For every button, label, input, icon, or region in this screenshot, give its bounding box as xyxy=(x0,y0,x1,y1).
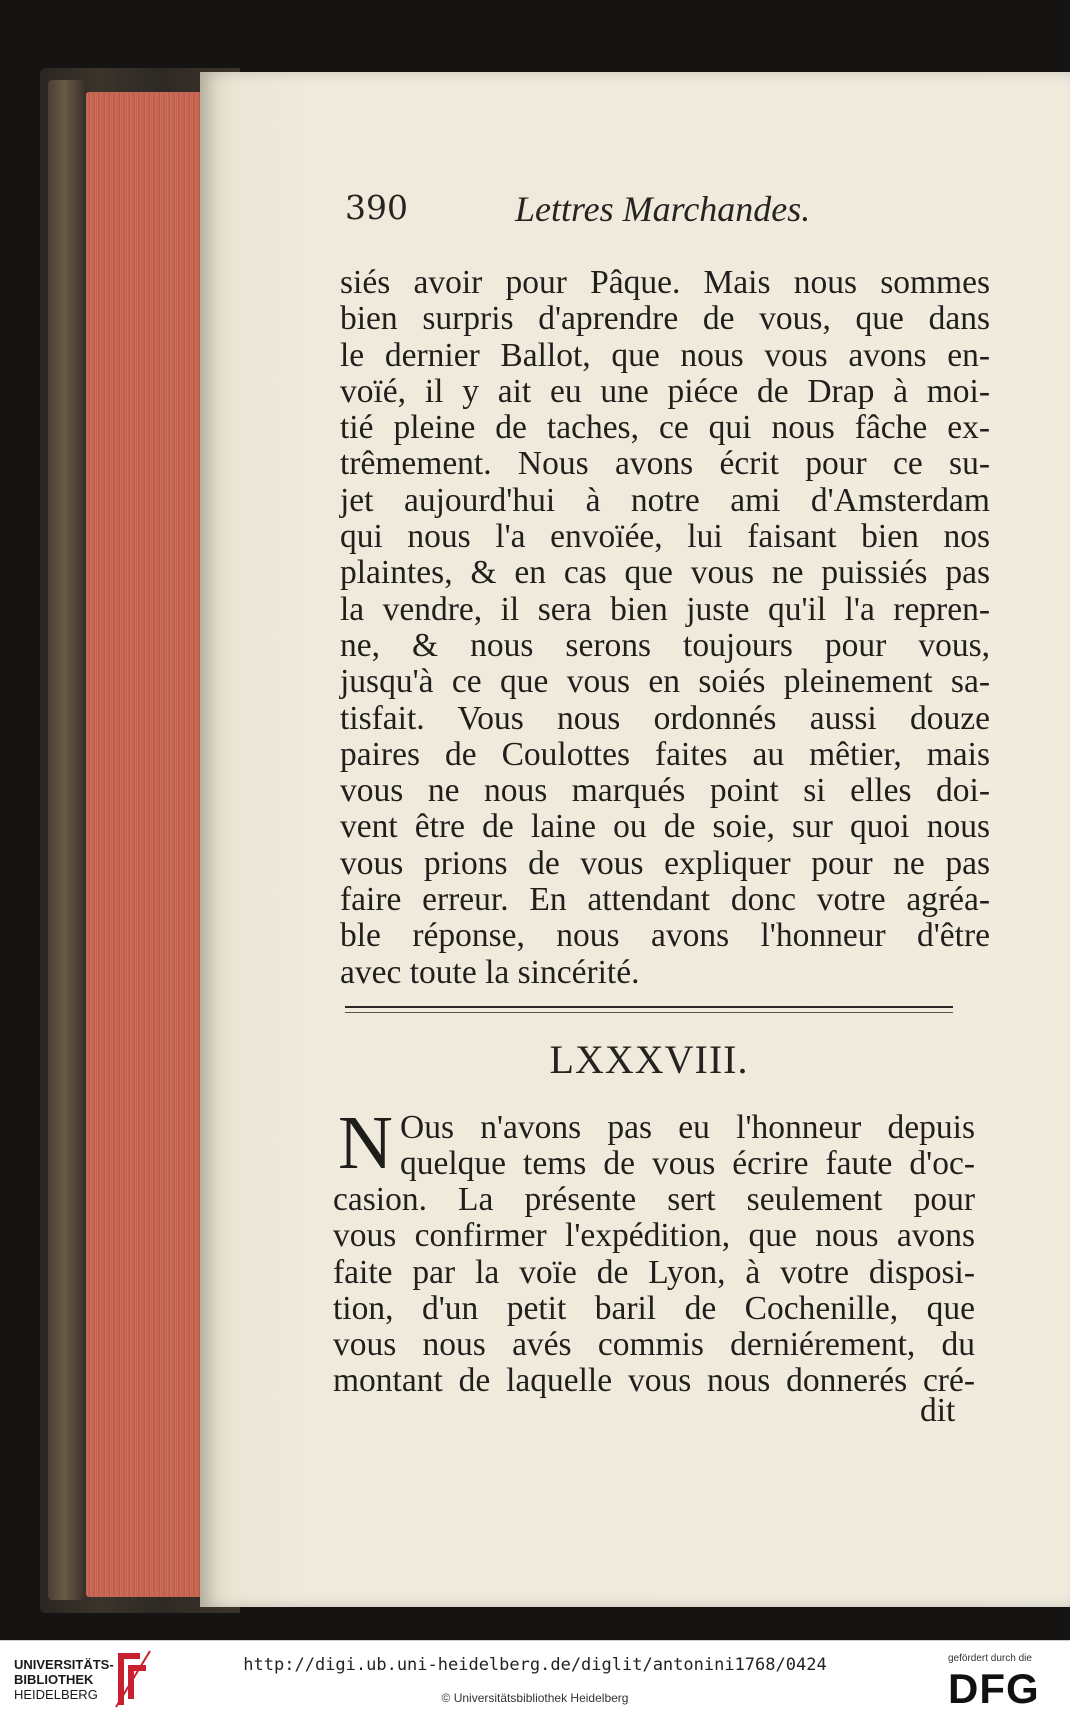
red-page-edges xyxy=(86,92,204,1597)
text-line: quelque tems de vous écrire faute d'oc- xyxy=(400,1145,975,1183)
catchword: dit xyxy=(920,1392,956,1429)
library-name-line: BIBLIOTHEK xyxy=(14,1672,94,1687)
dfg-logo[interactable]: DFG xyxy=(948,1665,1040,1712)
letter-body-continued xyxy=(340,265,990,991)
text-line: tion, d'un petit baril de Cochenille, que xyxy=(333,1289,975,1327)
text-line: tié pleine de taches, ce qui nous fâche ex- xyxy=(340,409,990,447)
library-name-line: HEIDELBERG xyxy=(14,1687,98,1702)
text-line: jusqu'à ce que vous en soiés pleinement sa- xyxy=(340,663,990,701)
text-line: casion. La présente sert seulement pour xyxy=(333,1181,975,1218)
text-line: vous prions de vous expliquer pour ne pas xyxy=(340,844,990,882)
text-line: vous confirmer l'expédition, que nous avons xyxy=(333,1217,975,1255)
text-line: faire erreur. En attendant donc votre agréa- xyxy=(340,881,990,919)
text-line: vous nous avés commis derniérement, du xyxy=(333,1326,975,1364)
text-line: vous ne nous marqués point si elles doi- xyxy=(340,772,990,810)
text-line: paires de Coulottes faites au mêtier, mais xyxy=(340,735,990,773)
permalink-url[interactable]: http://digi.ub.uni-heidelberg.de/diglit/antonini1768/0424 xyxy=(243,1655,827,1675)
text-line: faite par la voïe de Lyon, à votre disposi- xyxy=(333,1253,975,1291)
text-line: tisfait. Vous nous ordonnés aussi douze xyxy=(340,699,990,737)
text-line: le dernier Ballot, que nous vous avons en- xyxy=(340,336,990,374)
letter-opening xyxy=(400,1110,975,1183)
library-name-line: UNIVERSITÄTS- xyxy=(14,1657,114,1672)
book-spine xyxy=(48,80,84,1600)
page-number: 390 xyxy=(345,188,408,227)
drop-initial: N xyxy=(338,1101,393,1185)
copyright-notice: © Universitätsbibliothek Heidelberg xyxy=(441,1691,629,1705)
viewer-footer xyxy=(0,1640,1070,1719)
text-line: bien surpris d'aprendre de vous, que dans xyxy=(340,300,990,338)
section-divider xyxy=(345,1006,953,1013)
text-line: voïé, il y ait eu une piéce de Drap à moi- xyxy=(340,372,990,410)
text-line: ble réponse, nous avons l'honneur d'être xyxy=(340,917,990,955)
page-header xyxy=(345,188,945,228)
text-line: siés avoir pour Pâque. Mais nous sommes xyxy=(340,264,990,301)
text-line: avec toute la sincérité. xyxy=(340,953,640,991)
text-line: jet aujourd'hui à notre ami d'Amsterdam xyxy=(340,481,990,519)
text-line: montant de laquelle vous nous donnerés cré- xyxy=(333,1362,975,1400)
text-line: la vendre, il sera bien juste qu'il l'a repren- xyxy=(340,590,990,628)
text-line: ne, & nous serons toujours pour vous, xyxy=(340,626,990,664)
text-line: Ous n'avons pas eu l'honneur depuis xyxy=(400,1109,975,1146)
running-head: Lettres Marchandes. xyxy=(515,189,811,229)
text-line: qui nous l'a envoïée, lui faisant bien nos xyxy=(340,518,990,556)
letter-number-heading: LXXXVIII. xyxy=(549,1037,749,1082)
text-line: vent être de laine ou de soie, sur quoi nous xyxy=(340,808,990,846)
funded-by-label: gefördert durch die xyxy=(948,1653,1032,1664)
text-line: trêmement. Nous avons écrit pour ce su- xyxy=(340,445,990,483)
text-line: plaintes, & en cas que vous ne puissiés pas xyxy=(340,554,990,592)
letter-body xyxy=(333,1182,975,1400)
